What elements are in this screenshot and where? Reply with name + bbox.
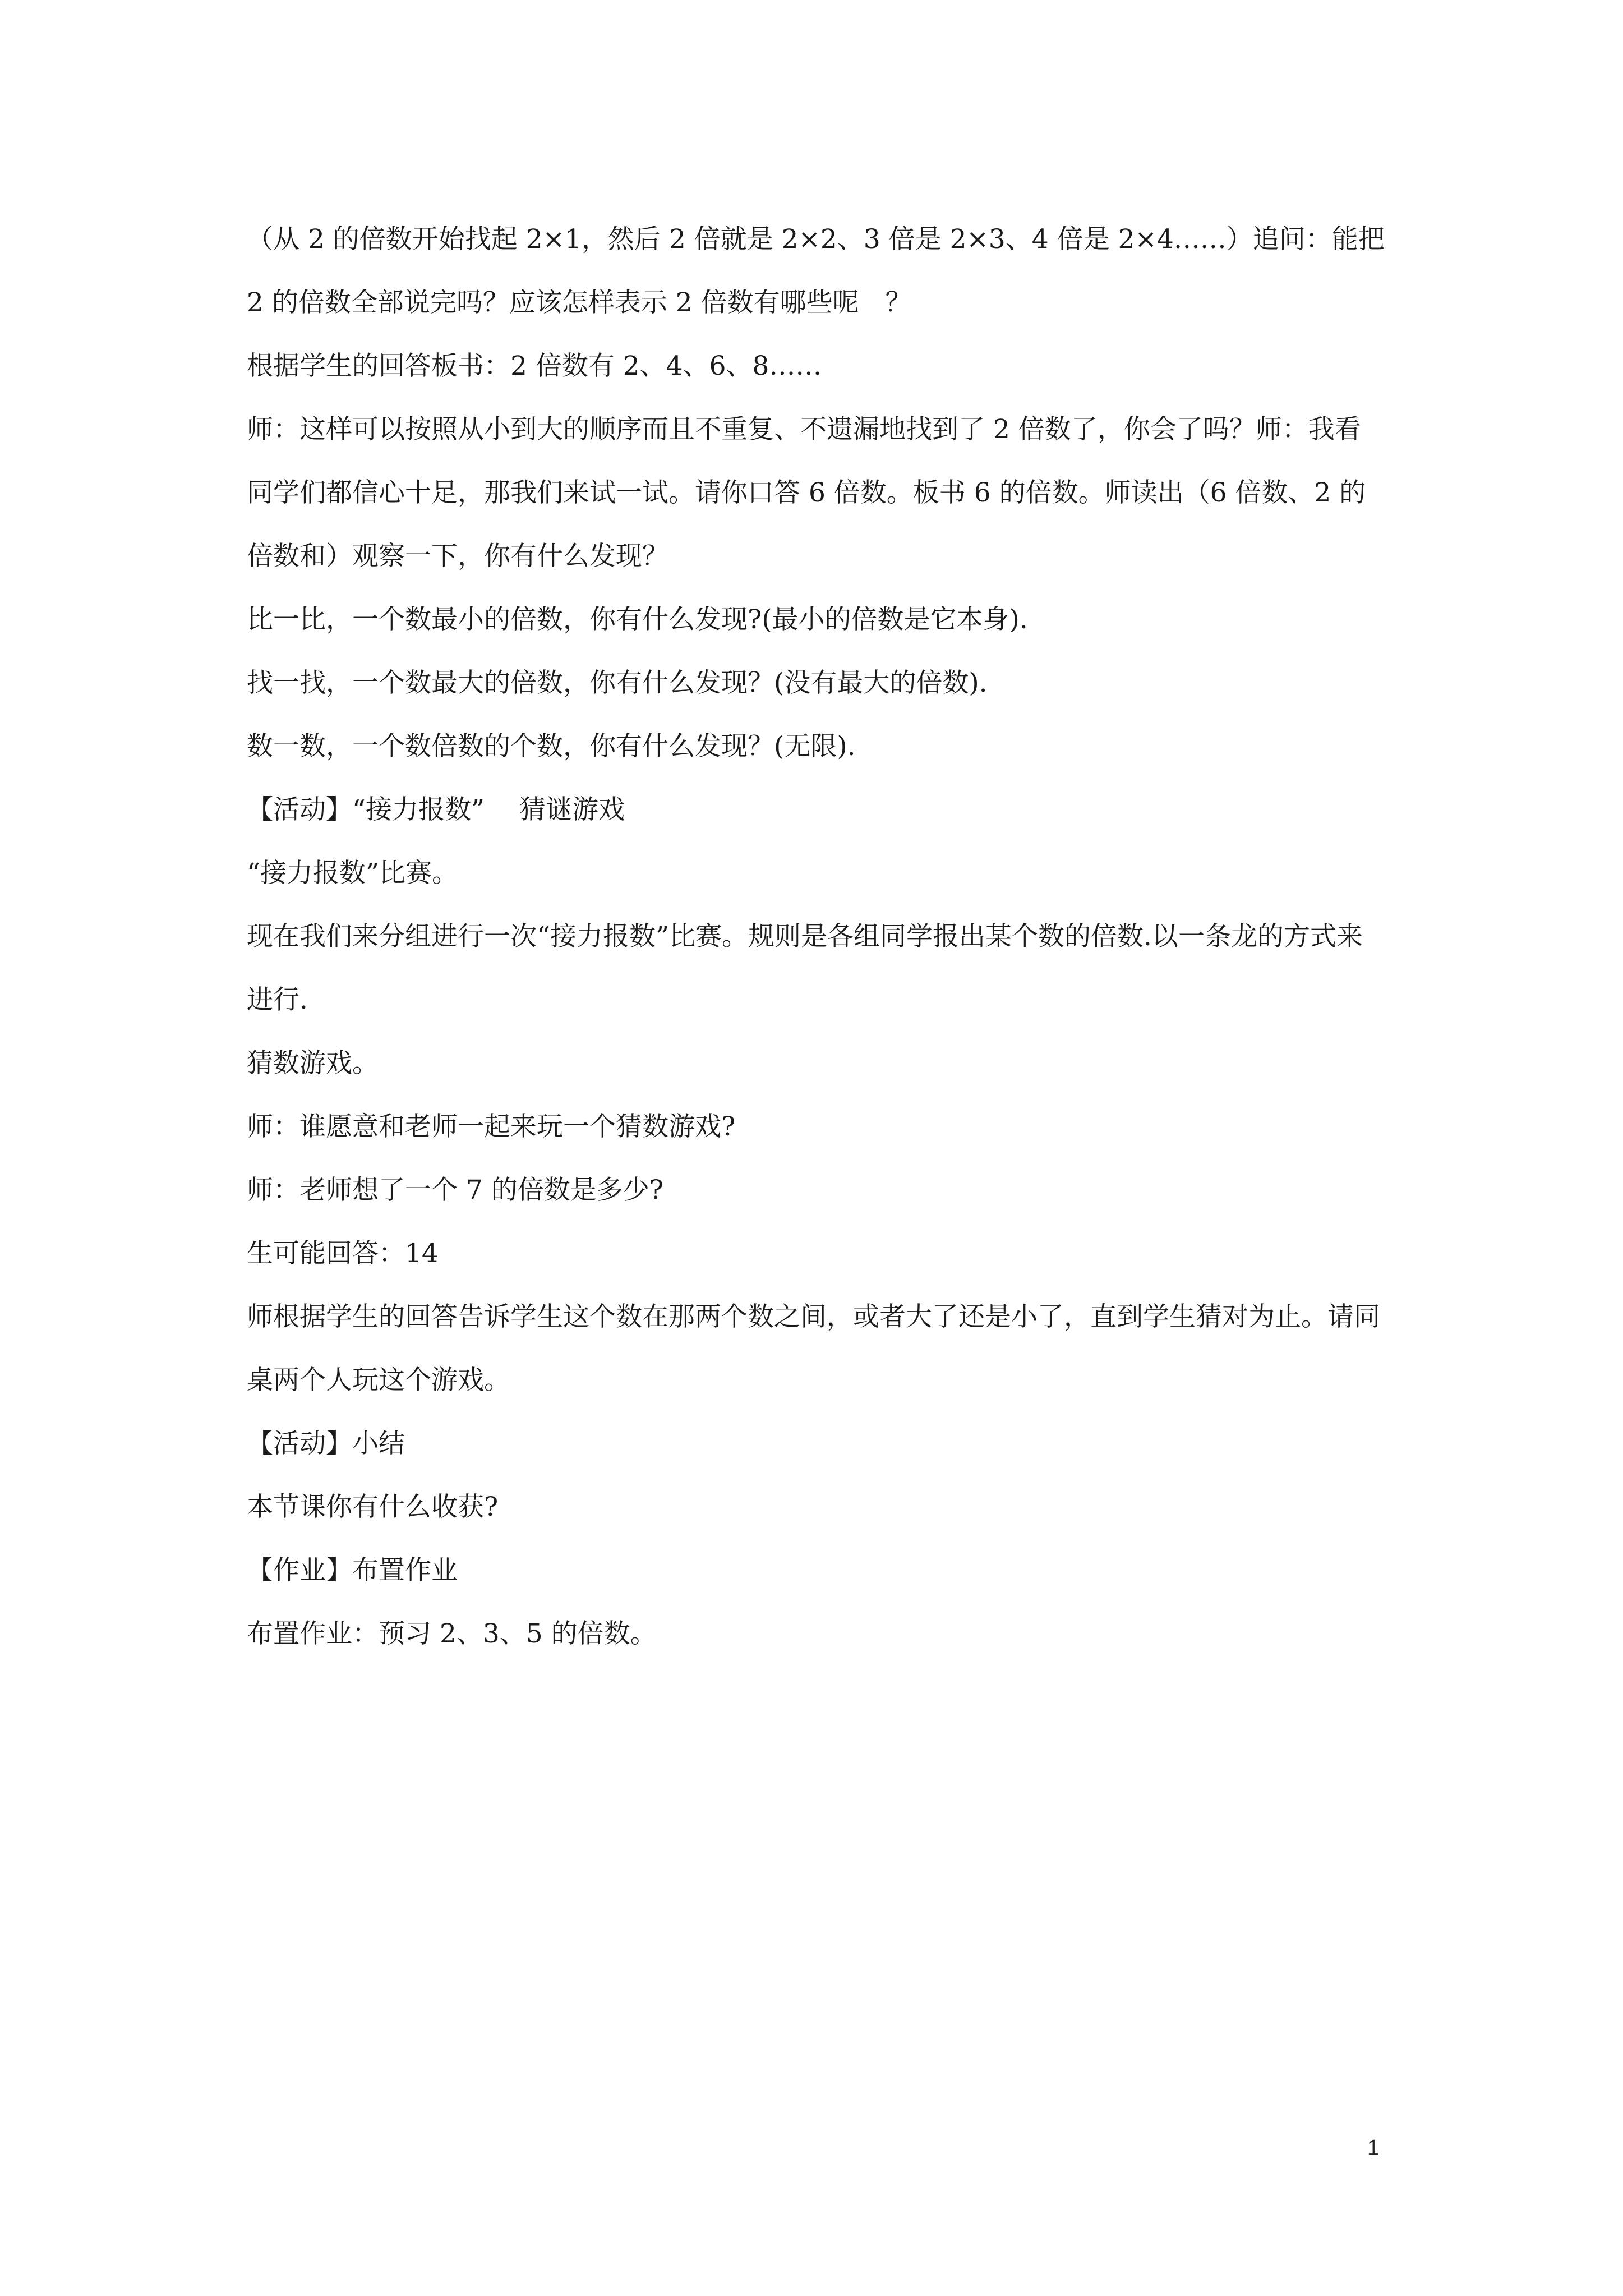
paragraph-relay-rules: 现在我们来分组进行一次“接力报数”比赛。规则是各组同学报出某个数的倍数.以一条龙的方式来进行.: [247, 921, 1363, 1015]
paragraph-count: 数一数，一个数倍数的个数，你有什么发现？(无限).: [247, 731, 856, 762]
paragraph-teacher-invite: 师：谁愿意和老师一起来玩一个猜数游戏?: [247, 1111, 736, 1142]
paragraph-compare: 比一比，一个数最小的倍数，你有什么发现?(最小的倍数是它本身).: [247, 604, 1028, 635]
paragraph-summary-question: 本节课你有什么收获?: [247, 1492, 499, 1522]
section-heading-activity: 【活动】“接力报数” 猜谜游戏: [247, 794, 625, 825]
paragraph-find-largest: 找一找，一个数最大的倍数，你有什么发现？(没有最大的倍数).: [247, 668, 988, 698]
paragraph-guess-title: 猜数游戏。: [247, 1048, 379, 1079]
page-number: 1: [1367, 2136, 1380, 2160]
paragraph-teacher-order: 师：这样可以按照从小到大的顺序而且不重复、不遗漏地找到了 2 倍数了，你会了吗？师：我看同学们都信心十足，那我们来试一试。请你口答 6 倍数。板书 6 的倍数。师读出（6 倍数、2 的倍数和）观察一下，你有什么发现？: [247, 414, 1366, 572]
document-body: [247, 208, 1385, 1665]
paragraph-relay-title: “接力报数”比赛。: [247, 858, 459, 889]
paragraph-teacher-question: 师：老师想了一个 7 的倍数是多少?: [247, 1175, 663, 1205]
paragraph-student-answer: 生可能回答：14: [247, 1238, 439, 1269]
paragraph-homework: 布置作业：预习 2、3、5 的倍数。: [247, 1618, 657, 1649]
paragraph-board-notes: 根据学生的回答板书：2 倍数有 2、4、6、8……: [247, 351, 822, 381]
section-heading-summary: 【活动】小结: [247, 1428, 405, 1459]
paragraph-intro: （从 2 的倍数开始找起 2×1，然后 2 倍就是 2×2、3 倍是 2×3、4 倍是 2×4……）追问：能把 2 的倍数全部说完吗？应该怎样表示 2 倍数有哪些呢 ？: [247, 224, 1385, 318]
section-heading-homework: 【作业】布置作业: [247, 1555, 458, 1586]
paragraph-teacher-hint: 师根据学生的回答告诉学生这个数在那两个数之间，或者大了还是小了，直到学生猜对为止。请同桌两个人玩这个游戏。: [247, 1301, 1380, 1396]
